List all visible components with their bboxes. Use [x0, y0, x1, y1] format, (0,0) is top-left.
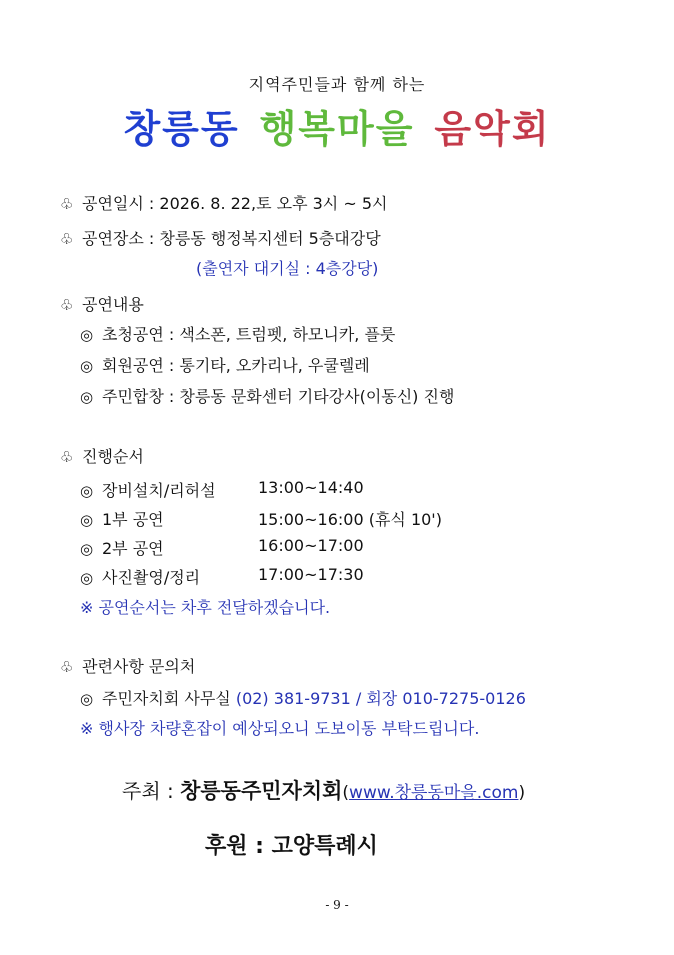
double-circle-icon: ◎: [80, 690, 94, 708]
host-url-link[interactable]: www.창릉동마을.com: [349, 783, 519, 803]
date-line: ♧ 공연일시 : 2026. 8. 22,토 오후 3시 ~ 5시: [60, 194, 388, 213]
host-label: 주최 :: [122, 779, 174, 803]
double-circle-icon: ◎: [80, 511, 94, 529]
program-item: ◎ 초청공연 : 색소폰, 트럼펫, 하모니카, 플룻: [80, 325, 396, 344]
support-line: 후원 : 고양특례시: [205, 834, 378, 859]
double-circle-icon: ◎: [80, 388, 94, 406]
host-org: 창릉동주민자치회: [180, 779, 343, 803]
schedule-note: ※ 공연순서는 차후 전달하겠습니다.: [80, 598, 331, 617]
waiting-room-note: (출연자 대기실 : 4층강당): [196, 259, 379, 278]
contact-note: ※ 행사장 차량혼잡이 예상되오니 도보이동 부탁드립니다.: [80, 719, 480, 738]
title-part-changneung: 창릉동: [123, 107, 240, 151]
double-circle-icon: ◎: [80, 326, 94, 344]
club-icon: ♧: [60, 296, 74, 314]
schedule-heading: ♧ 진행순서: [60, 447, 144, 466]
double-circle-icon: ◎: [80, 357, 94, 375]
contact-line: [80, 686, 526, 709]
title-part-concert: 음악회: [434, 107, 551, 151]
venue-line: ♧ 공연장소 : 창릉동 행정복지센터 5층대강당: [60, 229, 381, 248]
club-icon: ♧: [60, 448, 74, 466]
schedule-row: ◎ 2부 공연 16:00~17:00: [80, 536, 364, 558]
double-circle-icon: ◎: [80, 482, 94, 500]
club-icon: ♧: [60, 230, 74, 248]
contact-office: 주민자치회 사무실: [102, 689, 231, 708]
schedule-time: 13:00~14:40: [258, 478, 364, 497]
contact-phones: (02) 381-9731 / 회장 010-7275-0126: [235, 689, 526, 708]
program-item: ◎ 회원공연 : 통기타, 오카리나, 우쿨렐레: [80, 356, 370, 375]
schedule-time: 16:00~17:00: [258, 536, 364, 555]
host-line: [122, 775, 525, 805]
title-part-happy-village: 행복마을: [259, 107, 415, 151]
double-circle-icon: ◎: [80, 540, 94, 558]
contact-heading: ♧ 관련사항 문의처: [60, 657, 196, 676]
page-title: [0, 98, 674, 153]
club-icon: ♧: [60, 195, 74, 213]
double-circle-icon: ◎: [80, 569, 94, 587]
paren-close: ): [518, 783, 526, 803]
schedule-row: ◎ 1부 공연 15:00~16:00 (휴식 10'): [80, 507, 520, 530]
subtitle: 지역주민들과 함께 하는: [248, 75, 426, 94]
club-icon: ♧: [60, 658, 74, 676]
schedule-row: ◎ 장비설치/리허설 13:00~14:40: [80, 478, 364, 500]
schedule-time: 17:00~17:30: [258, 565, 364, 584]
schedule-row: ◎ 사진촬영/정리 17:00~17:30: [80, 565, 364, 587]
paren-open: (: [342, 783, 350, 803]
page-number: - 9 -: [325, 898, 349, 912]
program-item: ◎ 주민합창 : 창릉동 문화센터 기타강사(이동신) 진행: [80, 387, 455, 406]
schedule-time: 15:00~16:00 (휴식 10'): [258, 510, 442, 529]
program-heading: ♧ 공연내용: [60, 295, 144, 314]
